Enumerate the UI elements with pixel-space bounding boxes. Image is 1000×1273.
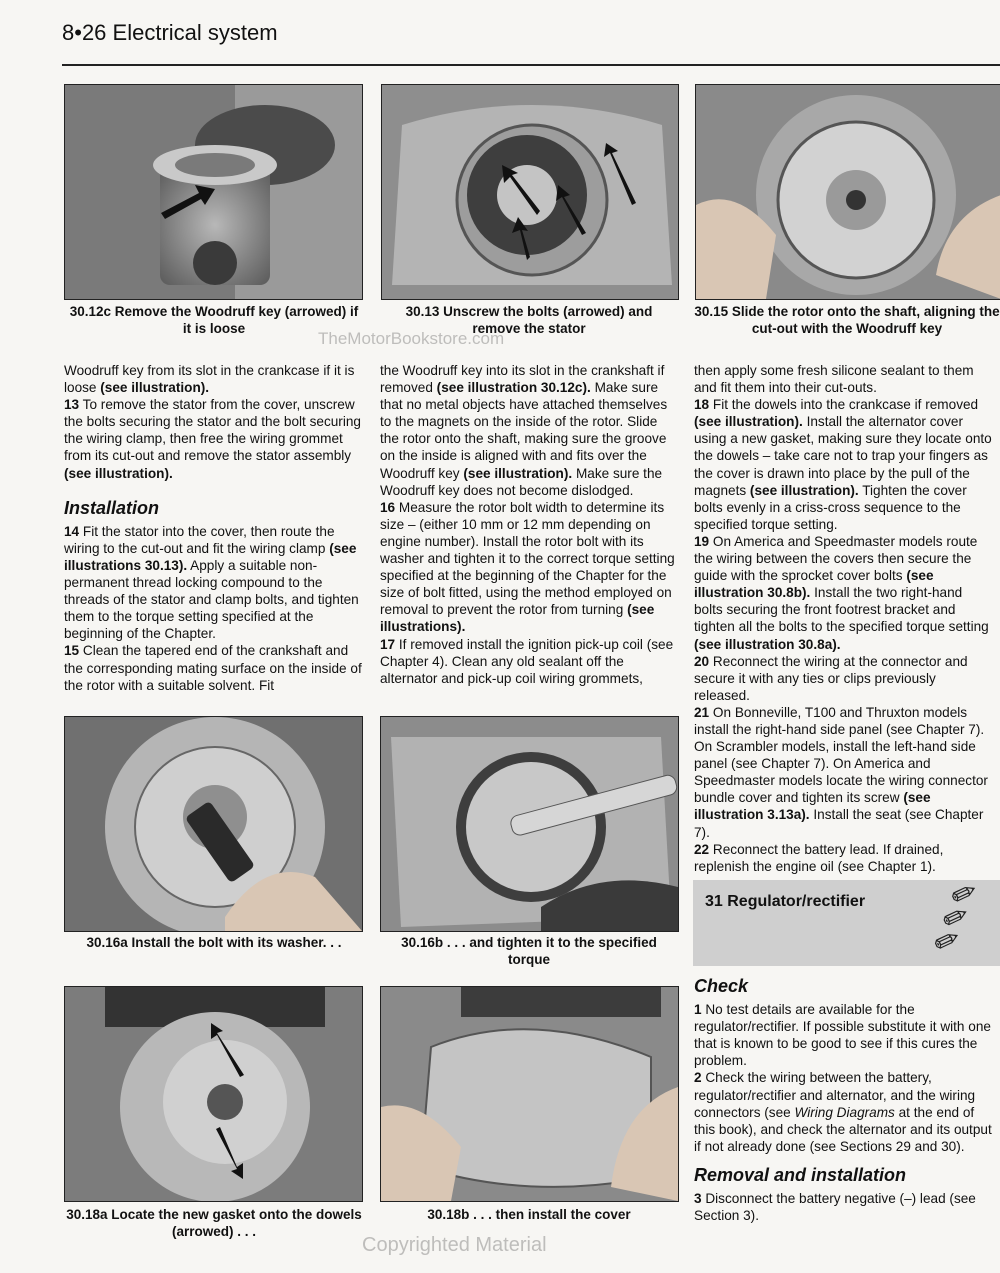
paragraph-c2: 2 Check the wiring between the battery, regulator/rectifier and alternator, and the wiring connectors (see Wiring Diagrams at the end of this book), and check the alternator and its output if not already done (see Sections 29 and 30). [694, 1070, 992, 1154]
column-2 [380, 362, 676, 687]
paragraph-16: 16 Measure the rotor bolt width to determine its size – (either 10 mm or 12 mm depending on engine number). Install the rotor bolt with its washer and tighten it to the correct torque setting specified at the beginning of the Chapter for the size of bolt fitted, using the method employed on removal to prevent the rotor from turning (see illustrations). [380, 499, 675, 635]
paragraph-continued: Woodruff key from its slot in the crankcase if it is loose (see illustration). [64, 363, 355, 396]
page-header [62, 20, 278, 46]
caption-text: Locate the new gasket onto the dowels (arrowed) . . . [111, 1207, 362, 1239]
paragraph-13: 13 To remove the stator from the cover, unscrew the bolts securing the stator and the bolt securing the wiring clamp, then free the wiring grommet from its cut-out and remove the stator assembly (see illustration). [64, 397, 361, 481]
paragraph-19: 19 On America and Speedmaster models route the wiring between the covers then secure the guide with the sprocket cover bolts (see illustration 30.8b). Install the two right-hand bolts securing the front footrest bracket and tighten all the bolts to the specified torque setting (see illustration 30.8a). [694, 533, 989, 652]
caption-number: 30.18b [427, 1207, 470, 1222]
watermark-bottom: Copyrighted Material [362, 1234, 547, 1256]
column-1 [64, 362, 362, 694]
caption-text: . . . then install the cover [473, 1207, 631, 1222]
caption-number: 30.16a [86, 935, 128, 950]
caption-30-18b [384, 1206, 674, 1223]
caption-number: 30.18a [66, 1207, 108, 1222]
photo-30-16b [380, 716, 679, 932]
header-rule [62, 64, 1000, 66]
caption-number: 30.16b [401, 935, 444, 950]
caption-text: Unscrew the bolts (arrowed) and remove the stator [443, 304, 653, 336]
paragraph-c3: 3 Disconnect the battery negative (–) lead (see Section 3). [694, 1191, 976, 1224]
heading-check: Check [694, 976, 749, 996]
photo-30-15 [695, 84, 1000, 300]
caption-number: 30.13 [405, 304, 440, 319]
photo-30-18b [380, 986, 679, 1202]
watermark-top: TheMotorBookstore.com [318, 329, 505, 348]
photo-30-12c [64, 84, 363, 300]
paragraph-15: 15 Clean the tapered end of the crankshaft and the corresponding mating surface on the inside of the rotor with a suitable solvent. Fit [64, 643, 362, 693]
difficulty-spanner-icon: ✎✎✎ [927, 876, 985, 959]
photo-30-13 [381, 84, 679, 300]
caption-30-16b [384, 934, 674, 968]
column-3-lower [694, 978, 992, 1224]
photo-30-18b-illustration [381, 987, 678, 1201]
heading-installation: Installation [64, 497, 160, 518]
caption-text: . . . and tighten it to the specified torque [446, 935, 657, 967]
caption-number: 30.12c [69, 304, 111, 319]
photo-30-16b-illustration [381, 717, 678, 931]
caption-text: Install the bolt with its washer. . . [131, 935, 342, 950]
page-title: Electrical system [112, 20, 278, 45]
heading-removal: Removal and installation [694, 1164, 907, 1185]
paragraph-22: 22 Reconnect the battery lead. If drained, replenish the engine oil (see Chapter 1). [694, 841, 944, 874]
photo-30-16a-illustration [65, 717, 362, 931]
caption-number: 30.15 [694, 304, 729, 319]
photo-30-18a-illustration [65, 987, 362, 1201]
paragraph-c1: 1 No test details are available for the regulator/rectifier. If possible substitute it with one that is known to be good to see if this cures the problem. [694, 1002, 991, 1069]
page-number: 8•26 [62, 20, 107, 45]
section-title: 31 Regulator/rectifier [705, 893, 866, 910]
caption-text: Slide the rotor onto the shaft, aligning the cut-out with the Woodruff key [731, 304, 1000, 336]
photo-30-18a [64, 986, 363, 1202]
caption-30-16a [66, 934, 362, 951]
paragraph-17: 17 If removed install the ignition pick-up coil (see Chapter 4). Clean any old sealant off the alternator and pick-up coil wiring grommets, [380, 636, 674, 686]
paragraph-18: 18 Fit the dowels into the crankcase if removed (see illustration). Install the alternator cover using a new gasket, making sure they locate onto the dowels – take care not to trap your fingers as the cover is drawn into place by the pull of the magnets (see illustration). Tighten the cover bolts evenly in a criss-cross sequence to the specified torque setting. [694, 397, 992, 532]
paragraph-continued: then apply some fresh silicone sealant to them and fit them into their cut-outs. [694, 363, 974, 396]
caption-30-18a [66, 1206, 362, 1240]
photo-30-12c-illustration [65, 85, 362, 299]
column-3 [694, 362, 992, 875]
caption-30-15 [694, 303, 1000, 337]
paragraph-continued: the Woodruff key into its slot in the crankshaft if removed (see illustration 30.12c). Make sure that no metal objects have attached themselves to the magnets on the inside of the rotor. Slide the rotor onto the shaft, making sure the groove on the inside is aligned with and fits over the Woodruff key (see illustration). Make sure the Woodruff key does not become dislodged. [380, 363, 668, 498]
caption-text: Remove the Woodruff key (arrowed) if it is loose [114, 304, 359, 336]
photo-30-16a [64, 716, 363, 932]
paragraph-20: 20 Reconnect the wiring at the connector and secure it with any ties or clips previously released. [694, 653, 968, 703]
paragraph-14: 14 Fit the stator into the cover, then route the wiring to the cut-out and fit the wiring clamp (see illustrations 30.13). Apply a suitable non-permanent thread locking compound to the threads of the stator and clamp bolts, and tighten them to the torque setting specified at the beginning of the Chapter. [64, 523, 359, 642]
paragraph-21: 21 On Bonneville, T100 and Thruxton models install the right-hand side panel (see Chapter 7). On Scrambler models, install the left-hand side panel (see Chapter 7). On America and Speedmaster models locate the wiring connector bundle cover and tighten its screw (see illustration 3.13a). Install the seat (see Chapter 7). [694, 704, 988, 840]
photo-30-15-illustration [696, 85, 1000, 299]
photo-30-13-illustration [382, 85, 678, 299]
section-31-box [693, 876, 1000, 966]
